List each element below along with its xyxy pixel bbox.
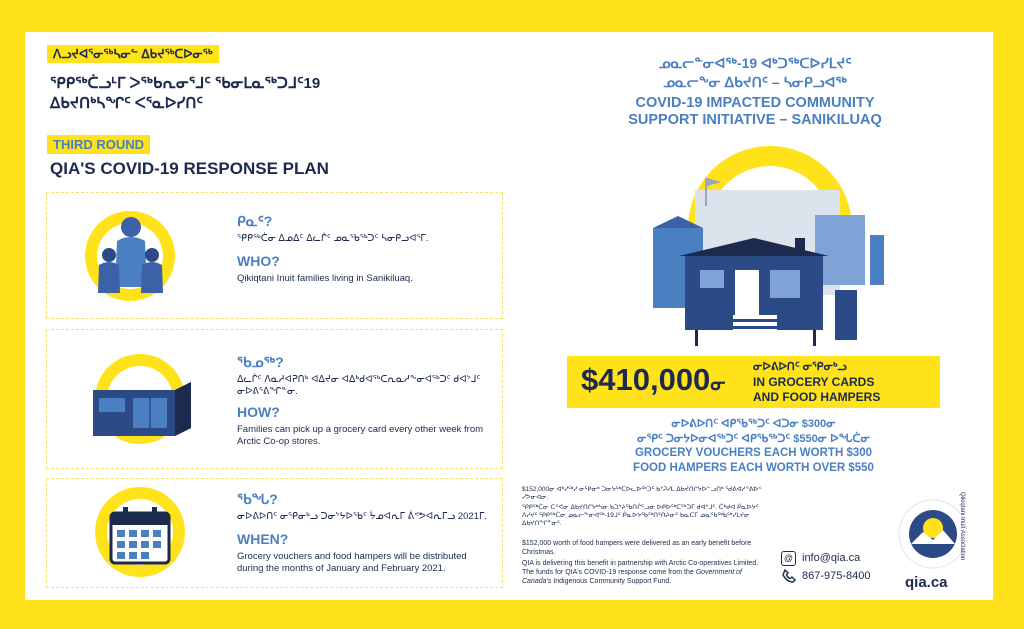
- initiative-title-line2: SUPPORT INITIATIVE – SANIKILUAQ: [628, 112, 882, 128]
- amount-line1: IN GROCERY CARDS: [753, 375, 875, 389]
- when-q-syllabic: ᖃᖓ?: [237, 491, 278, 507]
- how-q-syllabic: ᖃᓄᖅ?: [237, 354, 284, 370]
- round-badge: THIRD ROUND: [47, 135, 150, 154]
- right-syllabic-line1: ᓄᓇᓕᓐᓂᐊᕐᒃ-19 ᐊᒃᑐᖅᑕᐅᓯᒪᔪᑦ: [658, 55, 852, 71]
- header-syllabic-line2: ᐃᑲᔪᑎᒃᓴᖏᑦ ᐸᕐᓇᐅᓯᑎᑦ: [50, 95, 203, 112]
- amount-syllabic: ᓂᐅᕕᐅᑎᑦ ᓂᕿᓂᒃᓗ: [753, 361, 847, 373]
- who-answer: Qikiqtani Inuit families living in Sanikiluaq.: [237, 273, 413, 284]
- phone-number: 867-975-8400: [802, 570, 871, 582]
- amount-value: $410,000ᓂ: [581, 362, 726, 397]
- right-syllabic-line2: ᓄᓇᓕᖕᓂ ᐃᑲᔪᑎᑦ – ᓴᓂᑭᓗᐊᖅ: [663, 74, 847, 90]
- when-question: WHEN?: [237, 531, 289, 547]
- amount-line2: AND FOOD HAMPERS: [753, 390, 881, 404]
- calendar-icon: [109, 505, 171, 565]
- website-link[interactable]: qia.ca: [905, 574, 948, 591]
- how-a-syllabic: ᐃᓚᒌᑦ ᐱᓇᓱᐊᕈᑎᒃ ᐊᐃᔪᓂ ᐊᐃᒃᑯᐊᖅᑕᕆᓇᓱᖕᓂᐊᖅᑐᑦ ᑯᐊᔾᒧᑦ ᓂᐅᕕᕐᕕᖏᓐᓂ.: [237, 374, 481, 397]
- email-link[interactable]: info@qia.ca: [802, 552, 861, 564]
- who-question: WHO?: [237, 253, 280, 269]
- note-english-2: QIA is delivering this benefit in partnership with Arctic Co-operatives Limited. The funds for QIA's COVID-19 response come from the Government of Canada's Indigenous Community Support Fund.: [522, 560, 759, 585]
- who-q-syllabic: ᑭᓇᑦ?: [237, 213, 273, 229]
- who-a-syllabic: ᕿᑭᖅᑖᓂ ᐃᓄᐃᑦ ᐃᓚᒌᑦ ᓄᓇᖃᖅᑐᑦ ᓴᓂᑭᓗᐊᕐᒥ.: [237, 233, 429, 244]
- when-a-syllabic: ᓂᐅᕕᐅᑎᑦ ᓂᕿᓂᒃᓗ ᑐᓂᔾᔭᐅᖃᑦ ᔮᓄᐊᕆᒥ ᕖᕝᕗᐊᕆᒥᓗ 2021ᒥ.: [237, 511, 487, 522]
- phone-icon: [782, 569, 796, 583]
- when-answer: Grocery vouchers and food hampers will be distributed during the months of January and February 2021.: [237, 551, 467, 574]
- store-container-icon: [87, 378, 197, 440]
- how-card: [46, 329, 503, 469]
- logo-text: Qikiqtani Inuit Association: [959, 492, 965, 561]
- note-syllabic-2: ᕿᑭᖅᑖᓂ ᑕᕝᕙᓂ ᐃᑲᔪᑎᒋᔭᒃᓴᓂ ᑲᑐᔾᔨᖃᑎᒌᑦᓗᓂ ᐅᑭᐅᖅᑕᖅᑐᒥ ᑯᐊᔾᒧᑦ. ᑖᒃᑯᐊ ᑮᓇᐅᔭᑦ ᐱᓯᔪᑦ ᕿᑭᖅᑖᓂ ᓄᓇᓕᖕᓂᐊᕐᒃ-19ᒧᑦ ᑮᓇᐅᔭᖃᖅᑎᑦᑎᔨᓂᑦ ᑲᓇᑕᒥ ᓄᓇᖃᖅᑳᖅᓯᒪᔪᓂ ᐃᑲᔪᑎᖏᓐᓂᑦ.: [522, 504, 759, 527]
- when-card: [46, 478, 503, 588]
- how-question: HOW?: [237, 404, 280, 420]
- amount-banner: [567, 356, 940, 408]
- infographic-panel: [25, 32, 993, 600]
- how-answer: Families can pick up a grocery card every other week from Arctic Co-op stores.: [237, 424, 484, 447]
- plan-title: QIA'S COVID-19 RESPONSE PLAN: [50, 159, 329, 178]
- header-syllabic-label: ᐱᓗᔪᐊᕐᓂᖅᓴᓂᓪ ᐃᑲᔪᖅᑕᐅᓂᖅ: [47, 45, 219, 63]
- note-syllabic-1: $152,000ᓂ ᐊᒃᓯᖅᓯ ᓂᕿᓂᒃ ᑐᓂᔭᖅᑕᐅᓚᐅᖅᑐᑦ ᑲᔾᕈᓯᒪ ᐃᑲᔫᑎᒋᔭᐅᓪᓗᑎᒃ ᖁᕕᐊᓱᕝᕕᐅᑉ ᓯᕗᓂᐊᓂ.: [522, 486, 762, 501]
- voucher-line2: FOOD HAMPERS EACH WORTH OVER $550: [633, 462, 874, 474]
- initiative-title-line1: COVID-19 IMPACTED COMMUNITY: [635, 95, 875, 111]
- note-english-1: $152,000 worth of food hampers were delivered as an early benefit before Christmas.: [522, 540, 752, 556]
- who-card: [46, 192, 503, 319]
- voucher-syllabic-2: ᓂᕿᑦ ᑐᓂᔭᐅᓂᐊᖅᑐᑦ ᐊᑭᖃᖅᑐᑦ $550ᓂ ᐅᖓᑖᓂ: [637, 433, 870, 445]
- voucher-line1: GROCERY VOUCHERS EACH WORTH $300: [634, 447, 873, 459]
- header-syllabic-line1: ᕿᑭᖅᑖᓗᒻᒥ ᐳᖅᑲᕆᓂᕐᒧᑦ ᖃᓂᒪᓇᖅᑐᒧᑦ19: [50, 75, 321, 92]
- voucher-syllabic-1: ᓂᐅᕕᐅᑎᑦ ᐊᑭᖃᖅᑐᑦ ᐊᑐᓂ $300ᓂ: [671, 418, 836, 430]
- family-icon: [95, 215, 167, 301]
- email-icon: @: [781, 551, 796, 566]
- community-house-illustration: [645, 140, 895, 350]
